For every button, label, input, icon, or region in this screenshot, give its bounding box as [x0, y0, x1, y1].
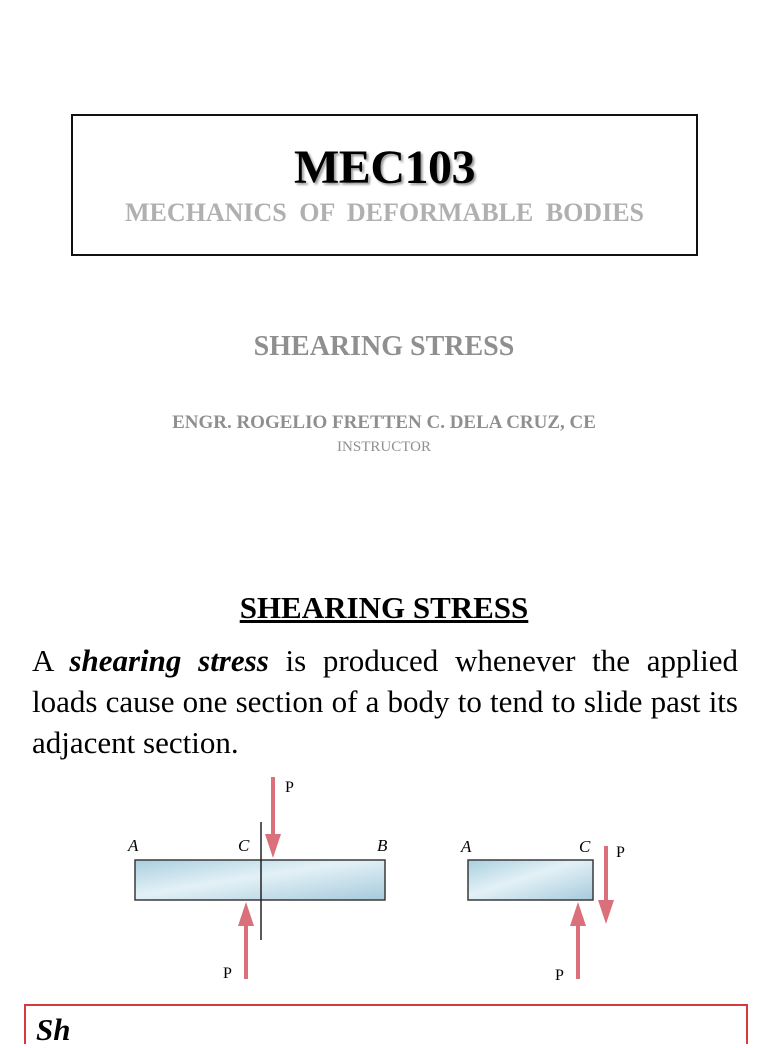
top-load-arrow [265, 777, 281, 858]
left-diagram [127, 777, 388, 982]
intro-term: shearing stress [69, 643, 269, 678]
title-box [71, 114, 698, 256]
label-b: B [377, 836, 388, 855]
right-bar [468, 860, 593, 900]
course-name: MECHANICS OF DEFORMABLE BODIES [124, 198, 645, 227]
intro-rest: is produced whenever the applied loads cause one section of a body to tend to slide past its adjacent section. [32, 643, 739, 760]
right-diagram [460, 837, 625, 984]
label-c-right: C [579, 837, 591, 856]
load-label-bottom: P [223, 965, 232, 982]
left-bar [135, 860, 385, 900]
label-c: C [238, 836, 250, 855]
bottom-load-arrow-right [570, 902, 586, 979]
definition-text: Sh [36, 1012, 71, 1047]
instructor-name: ENGR. ROGELIO FRETTEN C. DELA CRUZ, CE [172, 412, 596, 433]
load-label-top: P [285, 779, 294, 796]
definition-box [24, 1004, 748, 1047]
instructor-role: INSTRUCTOR [337, 439, 431, 455]
label-a: A [128, 836, 139, 855]
side-load-arrow [598, 846, 614, 924]
course-code: MEC103 [294, 141, 475, 194]
intro-lead: A [32, 643, 53, 678]
label-a-right: A [461, 837, 472, 856]
intro-paragraph [32, 640, 738, 763]
shear-figure [100, 772, 640, 987]
load-label-side: P [616, 844, 625, 861]
section-heading: SHEARING STRESS [239, 590, 529, 625]
bottom-load-arrow [238, 902, 254, 979]
topic-title: SHEARING STRESS [253, 331, 515, 362]
load-label-bottom-right: P [555, 967, 564, 984]
